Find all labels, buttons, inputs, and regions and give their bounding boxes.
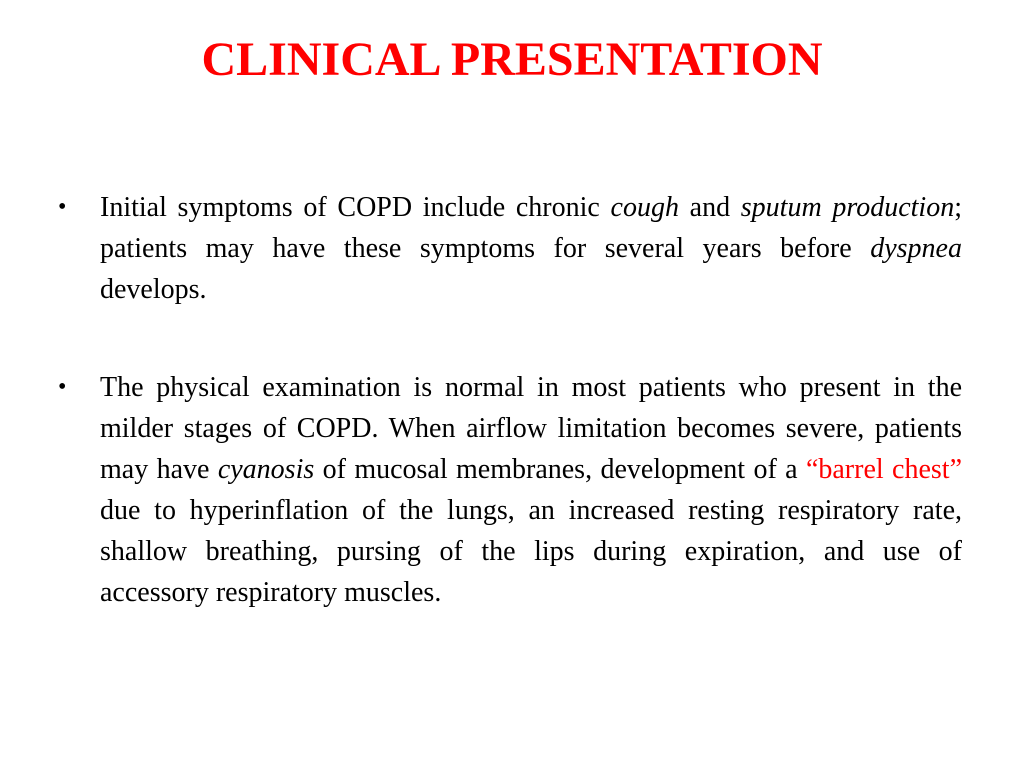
bullet-item-physical-examination bbox=[58, 367, 962, 613]
term-cough: cough bbox=[610, 192, 679, 223]
text-segment: Initial symptoms of COPD include chronic bbox=[100, 192, 611, 223]
bullet-list bbox=[58, 187, 962, 613]
text-segment: and bbox=[678, 192, 741, 223]
text-segment: develops. bbox=[100, 274, 207, 305]
text-segment: The physical examination is normal in most patients who present in the milder stages of COPD. When airflow limitation becomes severe, patients may have bbox=[100, 372, 962, 485]
bullet-icon: • bbox=[58, 194, 67, 220]
bullet-icon: • bbox=[58, 374, 67, 400]
slide-title: CLINICAL PRESENTATION bbox=[201, 33, 823, 86]
text-segment: due to hyperinflation of the lungs, an increased resting respiratory rate, shallow breathing, pursing of the lips during expiration, and use of accessory respiratory muscles. bbox=[100, 495, 962, 608]
bullet-item-initial-symptoms bbox=[58, 187, 962, 310]
bullet-text bbox=[100, 192, 962, 305]
text-segment: ; patients may have these symptoms for several years before bbox=[100, 192, 962, 264]
term-barrel-chest: “barrel chest” bbox=[805, 454, 962, 485]
term-sputum-production: sputum production bbox=[740, 192, 955, 223]
text-segment: of mucosal membranes, development of a bbox=[314, 454, 806, 485]
bullet-text bbox=[100, 372, 962, 608]
term-dyspnea: dyspnea bbox=[870, 233, 962, 264]
term-cyanosis: cyanosis bbox=[217, 454, 315, 485]
